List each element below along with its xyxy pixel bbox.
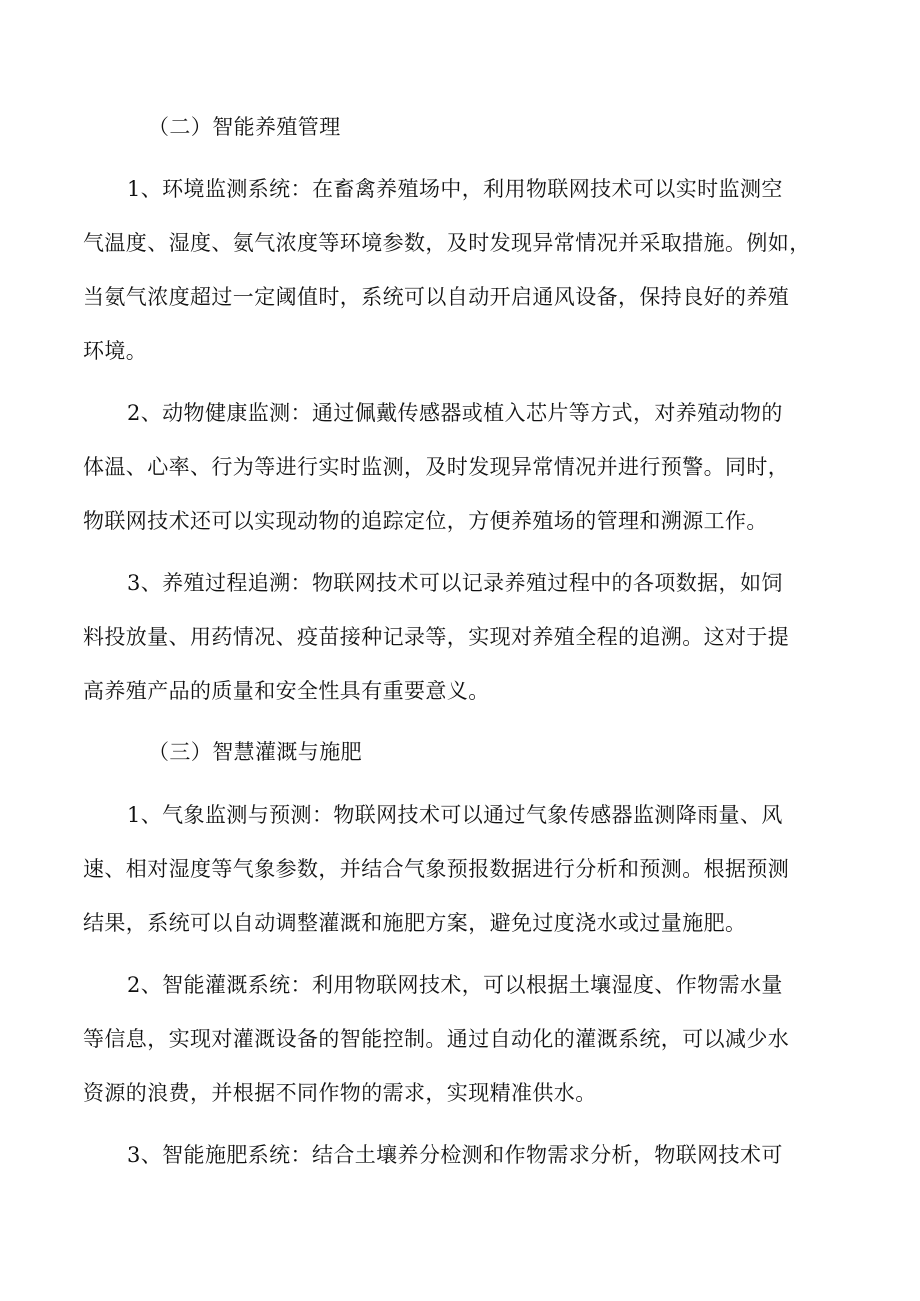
paragraph-line: 1、环境监测系统：在畜禽养殖场中，利用物联网技术可以实时监测空 bbox=[127, 177, 783, 201]
paragraph-line: 结果，系统可以自动调整灌溉和施肥方案，避免过度浇水或过量施肥。 bbox=[83, 911, 747, 935]
paragraph-line: 高养殖产品的质量和安全性具有重要意义。 bbox=[83, 679, 490, 703]
section-heading-smart-irrigation: （三）智慧灌溉与施肥 bbox=[148, 740, 362, 764]
paragraph-line: 2、动物健康监测：通过佩戴传感器或植入芯片等方式，对养殖动物的 bbox=[127, 401, 783, 425]
paragraph-line: 等信息，实现对灌溉设备的智能控制。通过自动化的灌溉系统，可以减少水 bbox=[83, 1027, 790, 1051]
paragraph-line: 环境。 bbox=[83, 339, 148, 363]
paragraph-line: 3、智能施肥系统：结合土壤养分检测和作物需求分析，物联网技术可 bbox=[127, 1143, 783, 1167]
paragraph-line: 资源的浪费，并根据不同作物的需求，实现精准供水。 bbox=[83, 1081, 597, 1105]
paragraph-line: 速、相对湿度等气象参数，并结合气象预报数据进行分析和预测。根据预测 bbox=[83, 857, 790, 881]
paragraph-line: 料投放量、用药情况、疫苗接种记录等，实现对养殖全程的追溯。这对于提 bbox=[83, 625, 790, 649]
paragraph-line: 当氨气浓度超过一定阈值时，系统可以自动开启通风设备，保持良好的养殖 bbox=[83, 285, 790, 309]
paragraph-line: 物联网技术还可以实现动物的追踪定位，方便养殖场的管理和溯源工作。 bbox=[83, 509, 768, 533]
paragraph-line: 2、智能灌溉系统：利用物联网技术，可以根据土壤湿度、作物需水量 bbox=[127, 973, 783, 997]
paragraph-line: 体温、心率、行为等进行实时监测，及时发现异常情况并进行预警。同时， bbox=[83, 455, 790, 479]
paragraph-line: 3、养殖过程追溯：物联网技术可以记录养殖过程中的各项数据，如饲 bbox=[127, 571, 783, 595]
section-heading-smart-breeding: （二）智能养殖管理 bbox=[148, 115, 341, 139]
paragraph-line: 1、气象监测与预测：物联网技术可以通过气象传感器监测降雨量、风 bbox=[127, 803, 783, 827]
paragraph-line: 气温度、湿度、氨气浓度等环境参数，及时发现异常情况并采取措施。例如， bbox=[83, 231, 811, 255]
